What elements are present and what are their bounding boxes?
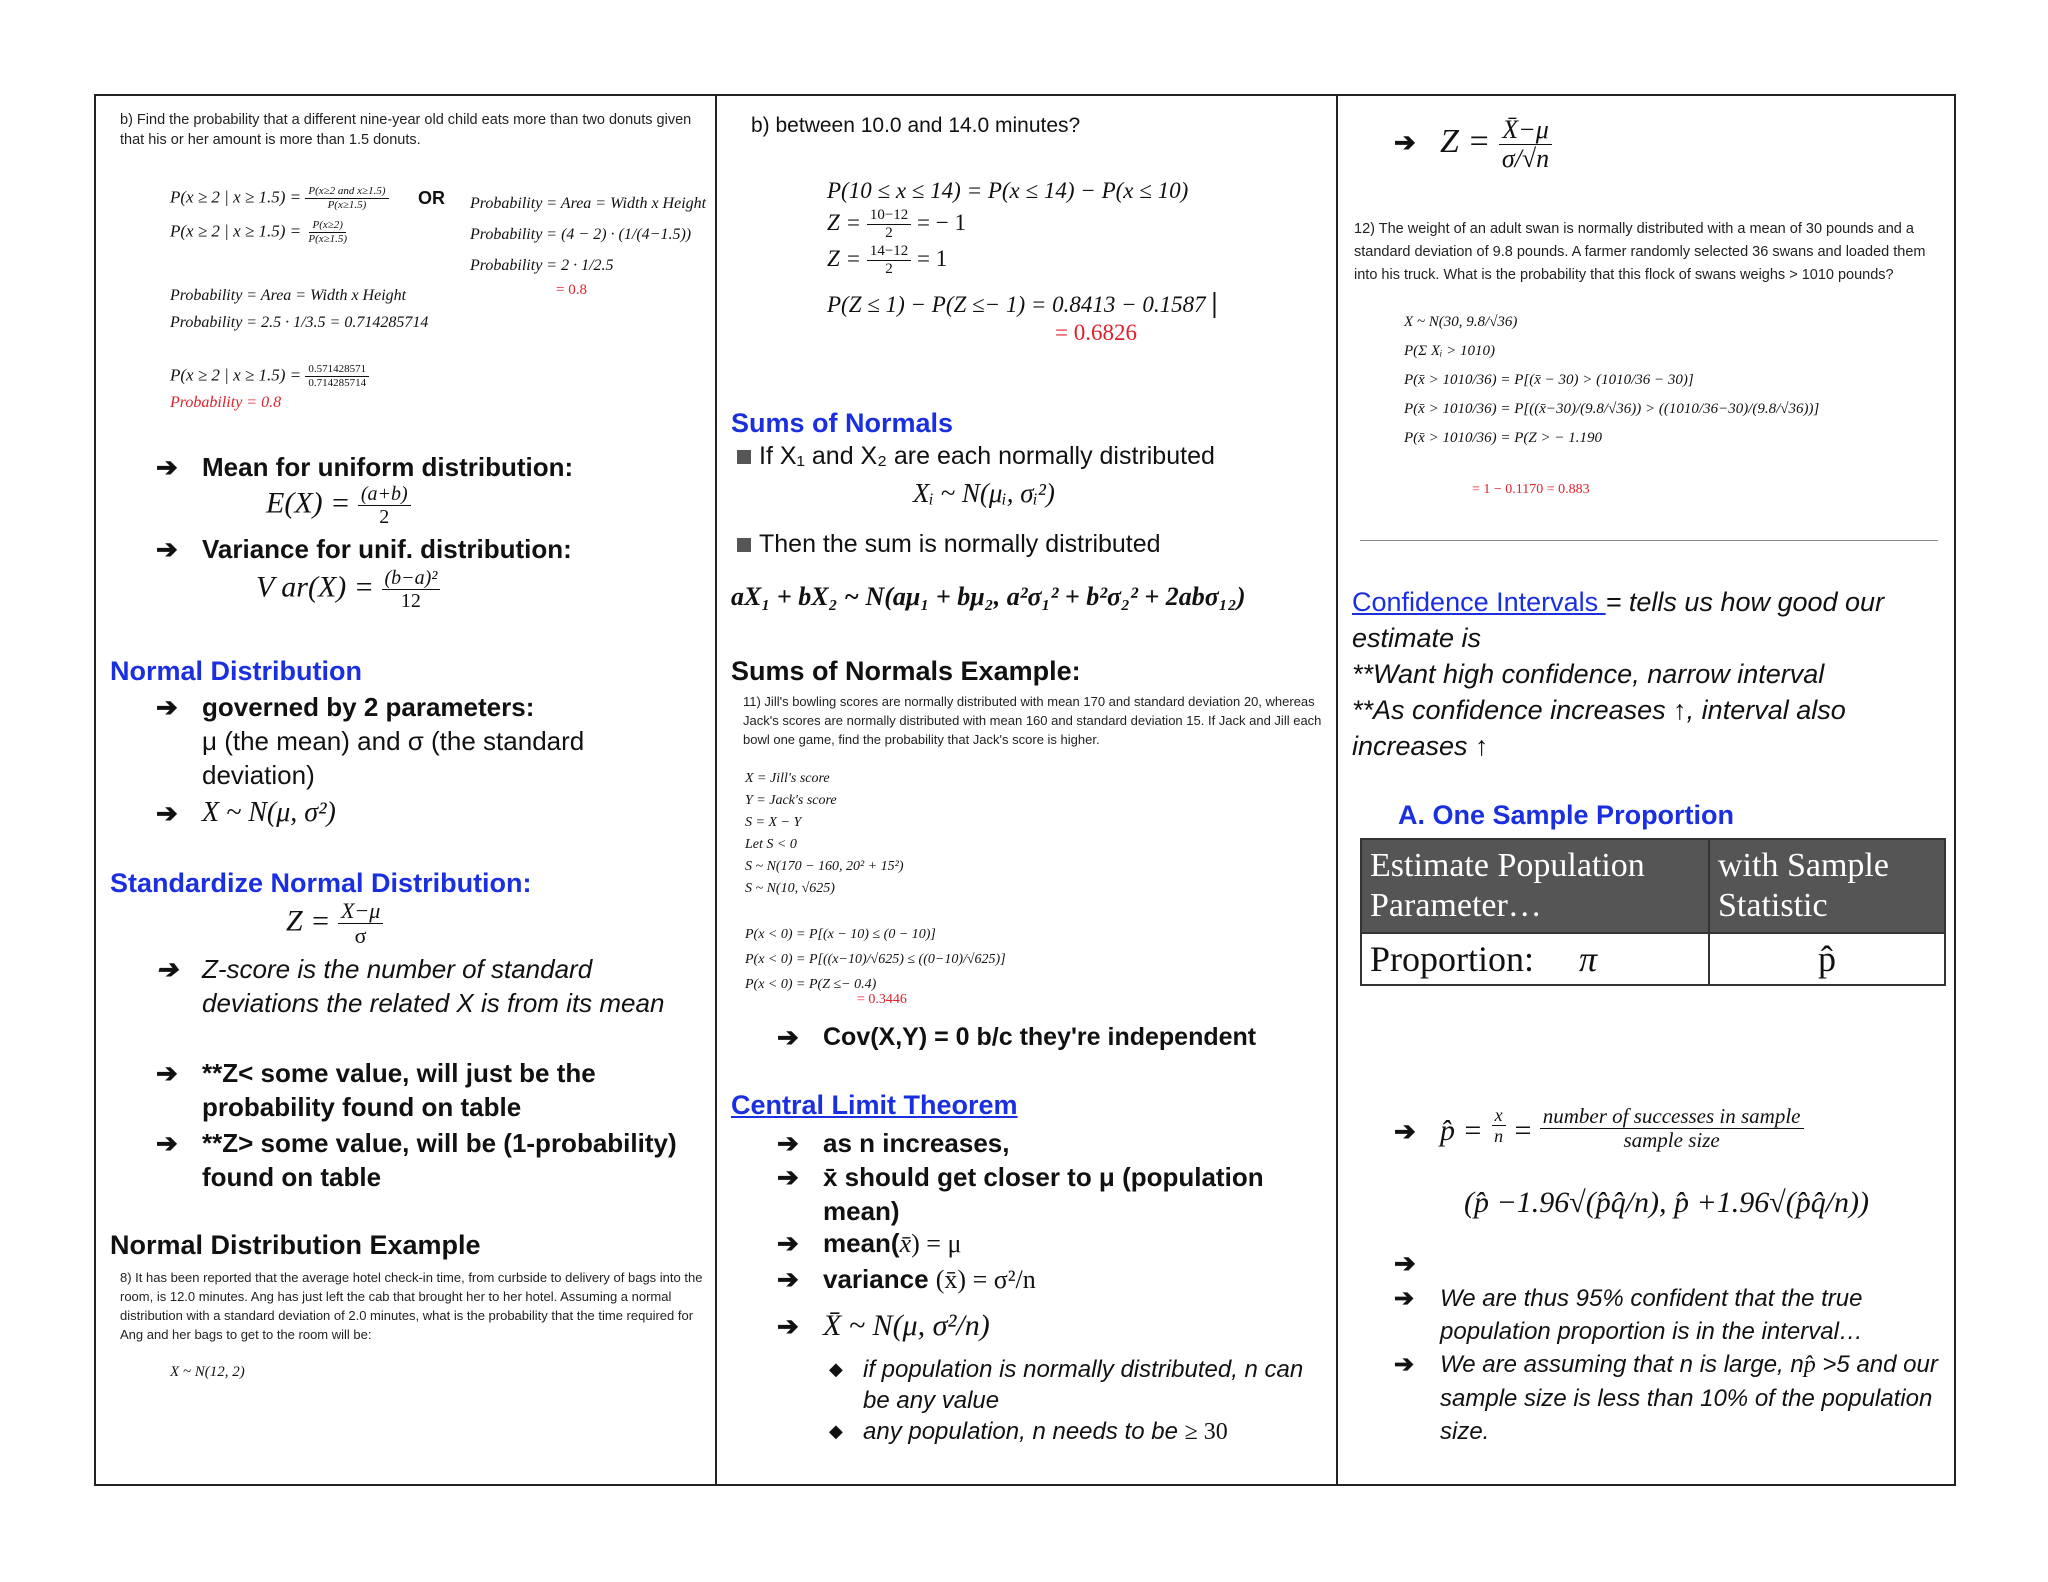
arrow-icon: ➔ [1394, 1285, 1415, 1312]
sums-example-steps: X = Jill's score Y = Jack's score S = X − Y Let S < 0 S ~ N(170 − 160, 20² + 15²) S ~ N(10, √625) [745, 771, 904, 896]
zless-item: ➔ **Z< some value, will just be the probability found on table [156, 1058, 596, 1122]
arrow-icon: ➔ [777, 1128, 799, 1158]
table-cell-phat: p̂ [1709, 933, 1945, 985]
conditional-eq-1: P(x ≥ 2 | x ≥ 1.5) = $\frac{\text{P(x≥2 and x≥1.5)}}{P(x\ge 1.5)}$ [170, 186, 389, 211]
sums-example-result: = 0.3446 [857, 992, 907, 1007]
clt-item-3: ➔ mean(x̄) = μ [777, 1226, 1327, 1261]
example-dist: X ~ N(12, 2) [170, 1364, 245, 1380]
arrow-icon: ➔ [156, 1058, 178, 1088]
clt-sub-2: ◆ any population, n needs to be ≥ 30 [829, 1418, 1228, 1445]
one-sample-heading: A. One Sample Proportion [1398, 800, 1735, 830]
ci-intro: Confidence Intervals = tells us how good our estimate is [1352, 587, 1885, 653]
table-header-row [1361, 839, 1945, 933]
var-uniform-formula: V ar(X) = $\frac{\text{(b−a)²}}{12}$ [256, 568, 440, 611]
zscore-item: ➔ Z-score is the number of standard deviations the related X is from its mean [156, 954, 665, 1018]
ci-want: **Want high confidence, narrow interval [1352, 659, 1825, 689]
study-sheet [94, 94, 1956, 1486]
cov-item: ➔ Cov(X,Y) = 0 b/c they're independent [777, 1022, 1257, 1052]
problem-12-text: 12) The weight of an adult swan is normally distributed with a mean of 30 pounds and a standard deviation of 9.8 pounds. A farmer randomly selected 36 swans and loaded them into his truck. What is the probability that this flock of swans weighs > 1010 pounds? [1354, 221, 1926, 283]
normal-formula-item: ➔ X ~ N(μ, σ²) [156, 797, 336, 828]
arrow-icon: ➔ [777, 1228, 799, 1258]
right-result: = 0.8 [556, 282, 587, 298]
column-2 [717, 96, 1338, 1484]
area-method-right: Probability = Area = Width x Height Probability = (4 − 2) · (1/(4−1.5)) Probability = 2 · 1/2.5 [470, 195, 707, 274]
pz-line: P(Z ≤ 1) − P(Z ≤− 1) = 0.8413 − 0.1587 | [827, 288, 1218, 319]
pz-result: = 0.6826 [1055, 320, 1137, 345]
ci-increase: **As confidence increases ↑, interval also increases ↑ [1352, 695, 1846, 761]
arrow-icon: ➔ [1394, 1248, 1416, 1278]
z-formula: Z = $\frac{X-\mu}{\sigma}$ [286, 900, 383, 947]
table-header-parameter: Estimate Population Parameter… [1361, 839, 1709, 933]
z-calc-2: Z = $\frac{14-12}{2}$ = 1 [827, 243, 948, 277]
governed-item: ➔ governed by 2 parameters: [156, 692, 535, 722]
zgreater-item: ➔ **Z> some value, will be (1-probability) found on table [156, 1128, 677, 1192]
z-calc-1: Z = $\frac{10-12}{2}$ = − 1 [827, 207, 966, 241]
arrow-icon: ➔ [777, 1162, 799, 1192]
divider [1360, 540, 1938, 541]
example-text: 8) It has been reported that the average hotel check-in time, from curbside to delivery of bags into the room, is 12.0 minutes. Ang has just left the cab that brought her to her hotel. Assuming a normal distribution with a standard deviation of 2.0 minutes, what is the probability that the time required for Ang and her bags to get to the room will be: [120, 1270, 703, 1342]
cond-result: Probability = 0.8 [170, 394, 282, 411]
p-range-line: P(10 ≤ x ≤ 14) = P(x ≤ 14) − P(x ≤ 10) [827, 178, 1189, 203]
arrow-icon: ➔ [156, 798, 178, 828]
clt-heading[interactable]: Central Limit Theorem [731, 1090, 1018, 1120]
arrow-icon: ➔ [156, 1128, 178, 1158]
clt-item-4: ➔ variance (x̄) = σ²/n [777, 1262, 1327, 1297]
or-label: OR [418, 188, 445, 208]
estimate-table [1360, 838, 1946, 986]
ci-formula: (p̂ −1.96√(p̂q̂/n), p̂ +1.96√(p̂q̂/n)) [1464, 1186, 1870, 1219]
arrow-icon: ➔ [777, 1264, 799, 1294]
square-bullet-icon [737, 450, 751, 464]
example-heading: Normal Distribution Example [110, 1230, 481, 1260]
clt-sub-1: ◆ if population is normally distributed, n can be any value [829, 1356, 1304, 1414]
part-b-question: b) between 10.0 and 14.0 minutes? [751, 114, 1081, 137]
sums-example-prob: P(x < 0) = P[(x − 10) ≤ (0 − 10)] P(x < 0) = P[((x−10)/√625) ≤ ((0−10)/√625)] P(x < 0) = P(Z ≤− 0.4) [745, 927, 1006, 992]
arrow-icon: ➔ [156, 534, 178, 564]
sums-heading: Sums of Normals [731, 408, 954, 438]
swan-steps: X ~ N(30, 9.8/√36) P(Σ Xᵢ > 1010) P(x̄ > 1010/36) = P[(x̄ − 30) > (1010/36 − 30)] P(x̄ > 1010/36) = P[((x̄−30)/(9.8/√36)) > ((1010/36−30)/(9.8/√36))] P(x̄ > 1010/36) = P(Z > − 1.190 [1404, 314, 1820, 446]
arrow-icon: ➔ [777, 1311, 799, 1341]
arrow-empty [1394, 1248, 1440, 1279]
var-uniform-item: ➔ Variance for unif. distribution: [156, 534, 572, 564]
arrow-icon: ➔ [777, 1022, 799, 1052]
normal-heading: Normal Distribution [110, 656, 363, 686]
mean-uniform-formula: E(X) = $\frac{(a+b)}{2}$ [266, 484, 411, 527]
arrow-icon: ➔ [1394, 127, 1416, 157]
standardize-heading: Standardize Normal Distribution: [110, 868, 532, 898]
table-cell-proportion: Proportion: π [1361, 933, 1709, 985]
sums-if-item: If X₁ and X₂ are each normally distributed [737, 442, 1215, 471]
problem-b-text: b) Find the probability that a different nine-year old child eats more than two donuts given that his or her amount is more than 1.5 donuts. [120, 112, 692, 148]
area-method-left: Probability = Area = Width x Height Probability = 2.5 · 1/3.5 = 0.714285714 [170, 287, 429, 331]
diamond-bullet-icon: ◆ [829, 1421, 843, 1441]
clt-z-formula: ➔ Z = $\frac{X̄-\mu}{\sigma/√n}$ [1394, 112, 1552, 172]
conf95-item: ➔ We are thus 95% confident that the true population proportion is in the interval… [1394, 1282, 1946, 1348]
sums-example-heading: Sums of Normals Example: [731, 656, 1081, 686]
mu-sigma-text: μ (the mean) and σ (the standard deviation) [202, 726, 585, 790]
sums-then-item: Then the sum is normally distributed [737, 530, 1161, 559]
square-bullet-icon [737, 538, 751, 552]
arrow-icon: ➔ [1394, 1351, 1415, 1378]
column-1 [96, 96, 717, 1484]
arrow-icon: ➔ [156, 692, 178, 722]
arrow-icon: ➔ [156, 954, 178, 984]
clt-item-1: ➔ as n increases, [777, 1128, 1010, 1158]
phat-formula: ➔ p̂ = $\frac{x}{n}$ = $\frac{\text{number of successes in sample}}{\text{sample size}}$ [1394, 1106, 1804, 1156]
conditional-eq-2: P(x ≥ 2 | x ≥ 1.5) = $\frac{P(x\ge 2)}{P(x\ge 1.5)}$ [170, 219, 348, 245]
diamond-bullet-icon: ◆ [829, 1359, 843, 1379]
column-3 [1338, 96, 1954, 1484]
clt-item-5: ➔ X̄ ~ N(μ, σ²/n) [777, 1306, 1327, 1346]
arrow-icon: ➔ [1394, 1116, 1416, 1146]
sums-example-text: 11) Jill's bowling scores are normally distributed with mean 170 and standard deviation 20, whereas Jack's scores are normally distributed with mean 160 and standard deviation 15. If Jack and Jill each bowl one game, find the probability that Jack's score is higher. [743, 694, 1322, 747]
sums-formula: aX₁ + bX₂ ~ N(aμ₁ + bμ₂, a²σ₁² + b²σ₂² + 2abσ₁₂) [731, 582, 1246, 611]
sums-dist: Xᵢ ~ N(μᵢ, σᵢ²) [913, 478, 1055, 508]
assume-item: ➔ We are assuming that n is large, np̂ >5 and our sample size is less than 10% of the population size. [1394, 1348, 1946, 1448]
conditional-eq-3: P(x ≥ 2 | x ≥ 1.5) = $\frac{0.571428571}{0.714285714}$ [170, 364, 369, 389]
table-header-statistic: with Sample Statistic [1709, 839, 1945, 933]
arrow-icon: ➔ [156, 452, 178, 482]
table-row [1361, 933, 1945, 985]
clt-item-2: ➔ x̄ should get closer to μ (population mean) [777, 1162, 1264, 1226]
mean-uniform-item: ➔ Mean for uniform distribution: [156, 452, 574, 482]
swan-result: = 1 − 0.1170 = 0.883 [1472, 482, 1590, 497]
